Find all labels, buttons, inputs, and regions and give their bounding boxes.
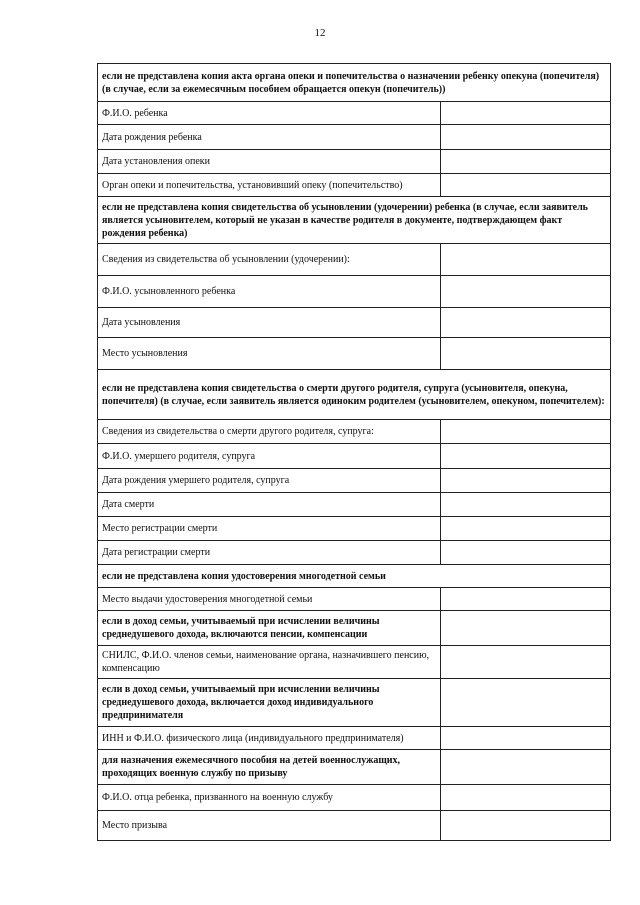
form-row <box>98 611 611 646</box>
section-header: если не представлена копия удостоверения многодетной семьи <box>98 565 611 588</box>
field-value-cell[interactable] <box>440 588 610 611</box>
field-value-cell[interactable] <box>440 785 610 811</box>
field-value-cell[interactable] <box>440 679 610 727</box>
field-value-cell[interactable] <box>440 420 610 444</box>
field-label: Место усыновления <box>98 338 441 370</box>
form-row <box>98 750 611 785</box>
field-label: Дата рождения умершего родителя, супруга <box>98 469 441 493</box>
form-row <box>98 102 611 125</box>
section-header: для назначения ежемесячного пособия на детей военнослужащих, проходящих военную службу по призыву <box>98 750 441 785</box>
form-row <box>98 244 611 276</box>
form-row <box>98 646 611 679</box>
field-value-cell[interactable] <box>440 541 610 565</box>
form-row <box>98 370 611 420</box>
application-form-table <box>97 63 611 841</box>
field-label: Ф.И.О. усыновленного ребенка <box>98 276 441 308</box>
field-label: Ф.И.О. отца ребенка, призванного на военную службу <box>98 785 441 811</box>
form-row <box>98 588 611 611</box>
form-row <box>98 308 611 338</box>
field-value-cell[interactable] <box>440 244 610 276</box>
field-value-cell[interactable] <box>440 338 610 370</box>
form-row <box>98 785 611 811</box>
form-row <box>98 150 611 174</box>
section-header: если не представлена копия свидетельства о смерти другого родителя, супруга (усыновителя, опекуна, попечителя) (в случае, если заявитель является одиноким родителем (усыновителем, опекуном, попечителем): <box>98 370 611 420</box>
field-label: Дата смерти <box>98 493 441 517</box>
field-value-cell[interactable] <box>440 750 610 785</box>
field-value-cell[interactable] <box>440 125 610 150</box>
form-row <box>98 811 611 841</box>
section-header: если не представлена копия свидетельства об усыновлении (удочерении) ребенка (в случае, если заявитель является усыновителем, который не указан в качестве родителя в документе, подтверждающем факт рождения ребенка) <box>98 197 611 244</box>
field-value-cell[interactable] <box>440 174 610 197</box>
field-label: Дата установления опеки <box>98 150 441 174</box>
form-row <box>98 679 611 727</box>
section-header: если не представлена копия акта органа опеки и попечительства о назначении ребенку опекуна (попечителя) (в случае, если за ежемесячным пособием обращается опекун (попечитель)) <box>98 64 611 102</box>
field-value-cell[interactable] <box>440 308 610 338</box>
section-header: если в доход семьи, учитываемый при исчислении величины среднедушевого дохода, включается доход индивидуального предпринимателя <box>98 679 441 727</box>
field-value-cell[interactable] <box>440 150 610 174</box>
field-label: Место выдачи удостоверения многодетной семьи <box>98 588 441 611</box>
field-label: Ф.И.О. ребенка <box>98 102 441 125</box>
form-row <box>98 517 611 541</box>
field-value-cell[interactable] <box>440 102 610 125</box>
form-row <box>98 420 611 444</box>
field-value-cell[interactable] <box>440 611 610 646</box>
field-value-cell[interactable] <box>440 646 610 679</box>
field-value-cell[interactable] <box>440 444 610 469</box>
field-label: Сведения из свидетельства об усыновлении (удочерении): <box>98 244 441 276</box>
field-value-cell[interactable] <box>440 811 610 841</box>
form-row <box>98 338 611 370</box>
field-label: Сведения из свидетельства о смерти другого родителя, супруга: <box>98 420 441 444</box>
form-row <box>98 444 611 469</box>
field-value-cell[interactable] <box>440 276 610 308</box>
field-label: Дата регистрации смерти <box>98 541 441 565</box>
form-row <box>98 493 611 517</box>
field-label: Место призыва <box>98 811 441 841</box>
field-value-cell[interactable] <box>440 727 610 750</box>
form-row <box>98 469 611 493</box>
field-label: ИНН и Ф.И.О. физического лица (индивидуального предпринимателя) <box>98 727 441 750</box>
field-value-cell[interactable] <box>440 493 610 517</box>
form-row <box>98 64 611 102</box>
section-header: если в доход семьи, учитываемый при исчислении величины среднедушевого дохода, включаются пенсии, компенсации <box>98 611 441 646</box>
field-label: Дата рождения ребенка <box>98 125 441 150</box>
form-row <box>98 541 611 565</box>
field-label: Место регистрации смерти <box>98 517 441 541</box>
field-label: Дата усыновления <box>98 308 441 338</box>
form-row <box>98 174 611 197</box>
form-row <box>98 276 611 308</box>
form-row <box>98 565 611 588</box>
field-value-cell[interactable] <box>440 469 610 493</box>
field-label: Ф.И.О. умершего родителя, супруга <box>98 444 441 469</box>
field-value-cell[interactable] <box>440 517 610 541</box>
field-label: Орган опеки и попечительства, установивший опеку (попечительство) <box>98 174 441 197</box>
field-label: СНИЛС, Ф.И.О. членов семьи, наименование органа, назначившего пенсию, компенсацию <box>98 646 441 679</box>
form-row <box>98 125 611 150</box>
form-row <box>98 727 611 750</box>
page-number: 12 <box>314 27 326 39</box>
form-row <box>98 197 611 244</box>
